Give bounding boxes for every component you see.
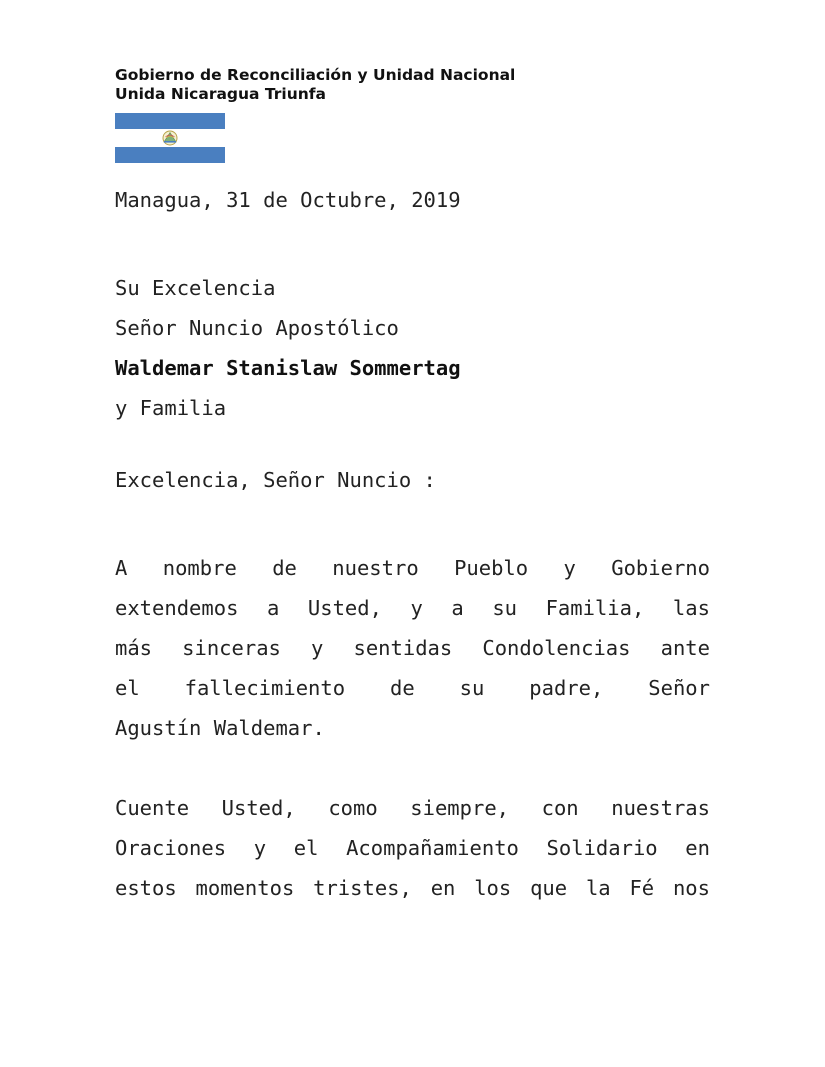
paragraph-word: ante bbox=[660, 636, 710, 660]
paragraph-word: y bbox=[563, 556, 576, 580]
paragraph-word: el bbox=[115, 676, 140, 700]
paragraph-word: y bbox=[311, 636, 324, 660]
paragraph-word: Gobierno bbox=[611, 556, 710, 580]
paragraph-line bbox=[115, 588, 710, 628]
paragraph-word: Agustín Waldemar. bbox=[115, 716, 325, 740]
paragraph-word: A bbox=[115, 556, 128, 580]
paragraph-word: Fé bbox=[629, 876, 655, 900]
paragraph-word: nombre bbox=[162, 556, 237, 580]
paragraph-line bbox=[115, 628, 710, 668]
paragraph-line bbox=[115, 548, 710, 588]
salutation: Excelencia, Señor Nuncio : bbox=[115, 468, 436, 492]
paragraph-word: su bbox=[492, 596, 518, 620]
paragraph-word: Cuente bbox=[115, 796, 190, 820]
paragraph-word: en bbox=[430, 876, 456, 900]
paragraph-word: nuestro bbox=[332, 556, 419, 580]
letter-date: Managua, 31 de Octubre, 2019 bbox=[115, 188, 461, 212]
paragraph-word: Usted, bbox=[221, 796, 296, 820]
paragraph-word: Solidario bbox=[546, 836, 658, 860]
paragraph-word: Pueblo bbox=[454, 556, 529, 580]
paragraph-word: que bbox=[530, 876, 568, 900]
paragraph-word: su bbox=[459, 676, 485, 700]
nicaragua-flag-icon bbox=[115, 113, 225, 163]
paragraph-word: sinceras bbox=[182, 636, 281, 660]
recipient-position: Señor Nuncio Apostólico bbox=[115, 316, 399, 340]
paragraph-word: más bbox=[115, 636, 153, 660]
paragraph-word: como bbox=[328, 796, 378, 820]
paragraph-word: con bbox=[541, 796, 579, 820]
paragraph-word: nuestras bbox=[611, 796, 710, 820]
paragraph-word: siempre, bbox=[410, 796, 510, 820]
body-paragraph-condolences bbox=[115, 548, 710, 748]
paragraph-word: a bbox=[451, 596, 464, 620]
paragraph-word: los bbox=[474, 876, 512, 900]
paragraph-word: Usted, bbox=[307, 596, 382, 620]
paragraph-word: en bbox=[685, 836, 710, 860]
paragraph-word: Oraciones bbox=[115, 836, 227, 860]
paragraph-word: extendemos bbox=[115, 596, 239, 620]
recipient-block bbox=[115, 268, 461, 428]
recipient-family: y Familia bbox=[115, 396, 227, 420]
paragraph-word: y bbox=[253, 836, 267, 860]
paragraph-word: y bbox=[410, 596, 423, 620]
paragraph-word: de bbox=[272, 556, 297, 580]
paragraph-line bbox=[115, 708, 710, 748]
paragraph-word: la bbox=[585, 876, 611, 900]
paragraph-line bbox=[115, 788, 710, 828]
paragraph-line bbox=[115, 868, 710, 908]
letterhead bbox=[115, 66, 515, 104]
paragraph-word: Condolencias bbox=[482, 636, 631, 660]
paragraph-word: fallecimiento bbox=[184, 676, 346, 700]
body-paragraph-prayers bbox=[115, 788, 710, 908]
letterhead-slogan: Unida Nicaragua Triunfa bbox=[115, 85, 327, 103]
recipient-name: Waldemar Stanislaw Sommertag bbox=[115, 356, 461, 380]
paragraph-line bbox=[115, 828, 710, 868]
paragraph-word: nos bbox=[672, 876, 710, 900]
recipient-title: Su Excelencia bbox=[115, 276, 276, 300]
paragraph-word: sentidas bbox=[353, 636, 453, 660]
paragraph-word: Acompañamiento bbox=[346, 836, 519, 860]
letterhead-government-name: Gobierno de Reconciliación y Unidad Nacional bbox=[115, 66, 516, 84]
paragraph-word: las bbox=[672, 596, 710, 620]
paragraph-word: padre, bbox=[529, 676, 604, 700]
coat-of-arms-icon bbox=[163, 131, 177, 145]
paragraph-word: tristes, bbox=[313, 876, 412, 900]
paragraph-word: el bbox=[293, 836, 319, 860]
paragraph-word: de bbox=[390, 676, 415, 700]
paragraph-word: estos bbox=[115, 876, 177, 900]
paragraph-word: momentos bbox=[195, 876, 295, 900]
paragraph-word: Familia, bbox=[545, 596, 645, 620]
paragraph-word: Señor bbox=[648, 676, 710, 700]
paragraph-line bbox=[115, 668, 710, 708]
paragraph-word: a bbox=[266, 596, 280, 620]
